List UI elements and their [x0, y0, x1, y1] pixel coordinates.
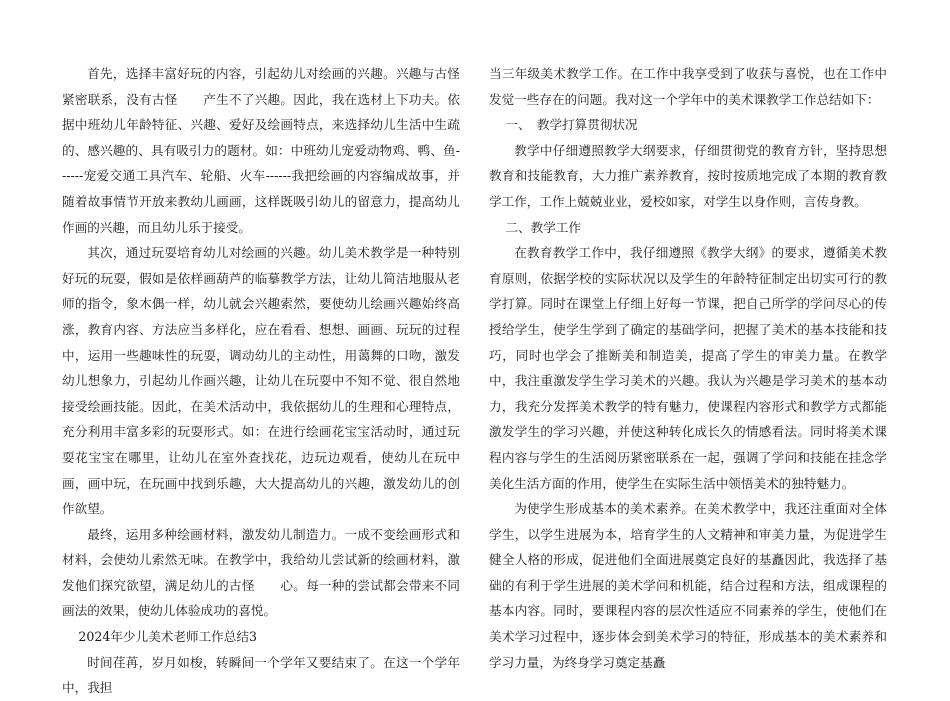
paragraph-teaching-work: 在教育教学工作中，我仔细遵照《教学大纲》的要求，遵循美术教育原则，依据学校的实际状况以及学生的年龄特征制定出切实可行的教学打算。同时在课堂上仔细上好每一节课，把自己所学的学问尽心的传授给学生，使学生学到了确定的基础学问，把握了美术的基本技能和技巧，同时也学会了推断美和制造美，提高了学生的审美力量。在教学中，我注重激发学生学习美术的兴趣。我认为兴趣是学习美术的基本动力，我充分发挥美术教学的特有魅力，使课程内容形式和教学方式都能激发学生的学习兴趣，并使这种转化成长久的情感看法。同时将美术课程内容与学生的生活阅历紧密联系在一起，强调了学问和技能在挂念学美化生活方面的作用，使学生在实际生活中领悟美术的独特魅力。	[489, 245, 887, 491]
right-column	[489, 61, 887, 675]
paragraph-interest-games: 其次，通过玩耍培育幼儿对绘画的兴趣。幼儿美术教学是一种特别 好玩的玩耍，假如是依样画葫芦的临摹教学方法，让幼儿简洁地服从老师的指令，象木偶一样，幼儿就会兴趣索然，要使幼儿绘画兴趣始终高涨，教育内容、方法应当多样化，应在看看、想想、画画、玩玩的过程中，运用一些趣味性的玩耍，调动幼儿的主动性，用蔼舞的口吻，激发幼儿想象力，引起幼儿作画兴趣，让幼儿在玩耍中不知不觉、很自然地接受绘画技能。因此，在美术活动中，我依据幼儿的生理和心理特点，充分利用丰富多彩的玩耍形式。如：在进行绘画花宝宝活动时，通过玩耍花宝宝在哪里，让幼儿在室外查找花，边玩边观看，使幼儿在玩中画，画中玩，在玩画中找到乐趣，大大提高幼儿的兴趣，激发幼儿的创作欲望。	[62, 245, 498, 517]
left-column	[62, 61, 498, 701]
heading-teaching-work: 二、教学工作	[505, 219, 581, 235]
paragraph-teaching-plan: 教学中仔细遵照教学大纲要求，仔细贯彻党的教育方针，坚持思想教育和技能教育，大力推广素养教育，按时按质地完成了本期的教育教学工作，工作上兢兢业业，爱校如家，对学生以身作则，言传身教。	[489, 142, 887, 209]
paragraph-summary-intro-end: 当三年级美术教学工作。在工作中我享受到了收获与喜悦，也在工作中发觉一些存在的问题。我对这一个学年中的美术课教学工作总结如下：	[489, 66, 887, 107]
paragraph-interest-content: 首先，选择丰富好玩的内容，引起幼儿对绘画的兴趣。兴趣与古怪 紧密联系，没有古怪 产生不了兴趣。因此，我在选材上下功夫。依据中班幼儿年龄特征、兴趣、爱好及绘画特点，来选择幼儿生活中生疏的、感兴趣的、具有吸引力的题材。如：中班幼儿宠爱动物鸡、鸭、鱼------宠爱交通工具汽车、轮船、火车------我把绘画的内容编成故事，并随着故事情节开放来教幼儿画画，这样既吸引幼儿的留意力，提高幼儿作画的兴趣，而且幼儿乐于接受。	[62, 66, 486, 235]
paragraph-interest-materials: 最终，运用多种绘画材料，激发幼儿制造力。一成不变绘画形式和材料，会使幼儿索然无味。在教学中，我给幼儿尝试新的绘画材料，激发他们探究欲望，满足幼儿的古怪 心。每一种的尝试都会带来不同画法的效果，使幼儿体验成功的喜悦。	[62, 526, 460, 619]
paragraph-art-literacy: 为使学生形成基本的美术素养。在美术教学中，我还注重面对全体学生，以学生进展为本，培育学生的人文精神和审美力量，为促进学生健全人格的形成，促进他们全面进展奠定良好的基矗因此，我选择了基础的有利于学生进展的美术学问和机能，结合过程和方法，组成课程的基本内容。同时，要课程内容的层次性适应不同素养的学生，使他们在美术学习过程中，逐步体会到美术学习的特征，形成基本的美术素养和学习力量，为终身学习奠定基矗	[489, 501, 887, 670]
paragraph-summary-intro-start: 时间荏苒，岁月如梭，转瞬间一个学年又要结束了。在这一个学年中，我担	[62, 654, 460, 696]
section-title: 2024年少儿美术老师工作总结3	[78, 629, 257, 645]
heading-teaching-plan: 一、 教学打算贯彻状况	[505, 117, 638, 133]
